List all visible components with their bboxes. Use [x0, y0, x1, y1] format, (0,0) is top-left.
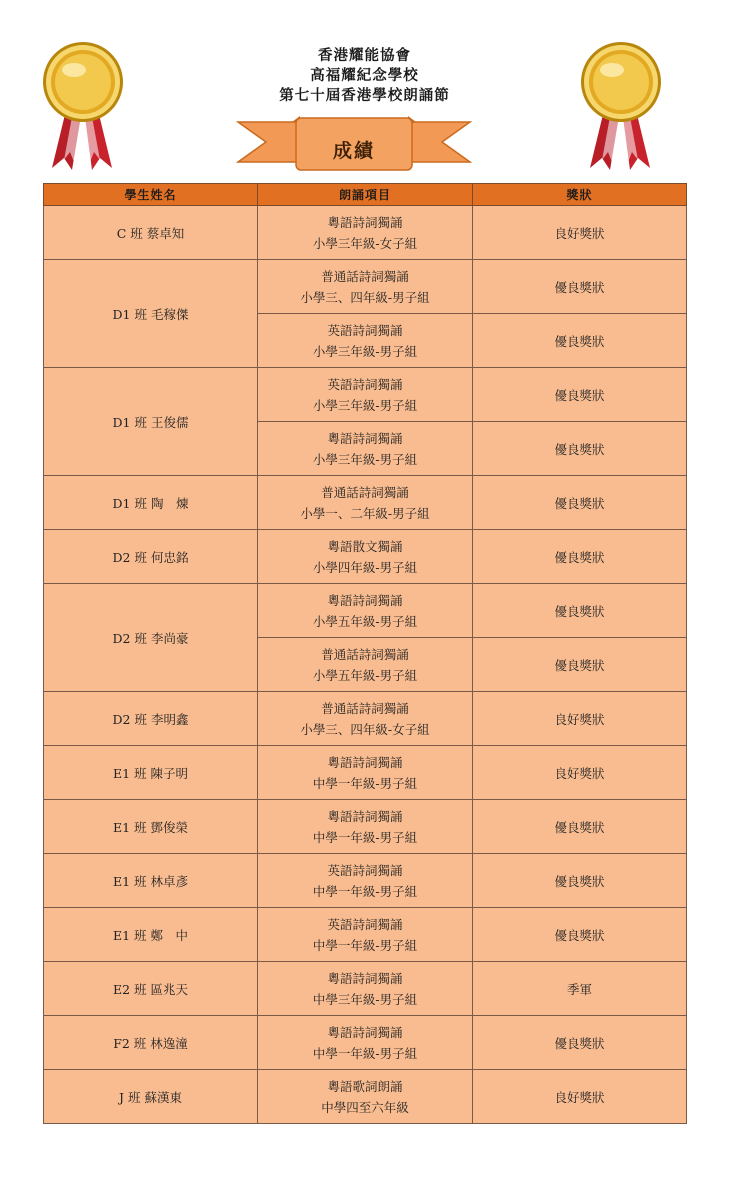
student-name: E1 班 鄧俊榮 — [44, 800, 258, 854]
results-banner — [236, 112, 472, 174]
table-row — [44, 746, 687, 800]
recitation-item: 普通話詩詞獨誦 小學五年級-男子組 — [258, 638, 473, 692]
school-name: 高福耀紀念學校 — [310, 67, 419, 84]
recitation-item: 粵語詩詞獨誦 中學一年級-男子組 — [258, 746, 473, 800]
recitation-item: 粵語詩詞獨誦 小學三年級-女子組 — [258, 206, 473, 260]
award: 優良獎狀 — [473, 1016, 687, 1070]
table-row — [44, 692, 687, 746]
student-name: J 班 蘇漢東 — [44, 1070, 258, 1124]
column-header-student: 學生姓名 — [44, 184, 258, 206]
student-name: D2 班 何忠銘 — [44, 530, 258, 584]
student-name: E1 班 鄭 中 — [44, 908, 258, 962]
table-header-row — [44, 184, 687, 206]
award: 優良獎狀 — [473, 854, 687, 908]
organization-name: 香港耀能協會 — [318, 47, 411, 64]
student-name: E1 班 林卓彥 — [44, 854, 258, 908]
table-row — [44, 260, 687, 314]
festival-name: 第七十屆香港學校朗誦節 — [279, 87, 450, 104]
table-row — [44, 368, 687, 422]
award: 優良獎狀 — [473, 908, 687, 962]
table-row — [44, 584, 687, 638]
award: 優良獎狀 — [473, 314, 687, 368]
recitation-item: 英語詩詞獨誦 中學一年級-男子組 — [258, 854, 473, 908]
column-header-item: 朗誦項目 — [258, 184, 473, 206]
recitation-item: 粵語歌詞朗誦 中學四至六年級 — [258, 1070, 473, 1124]
student-name: D1 班 陶 煉 — [44, 476, 258, 530]
award: 優良獎狀 — [473, 800, 687, 854]
award: 優良獎狀 — [473, 422, 687, 476]
table-row — [44, 800, 687, 854]
recitation-item: 英語詩詞獨誦 小學三年級-男子組 — [258, 368, 473, 422]
award: 優良獎狀 — [473, 584, 687, 638]
award: 季軍 — [473, 962, 687, 1016]
award: 優良獎狀 — [473, 476, 687, 530]
recitation-item: 粵語詩詞獨誦 中學一年級-男子組 — [258, 800, 473, 854]
student-name: D1 班 王俊儒 — [44, 368, 258, 476]
recitation-item: 普通話詩詞獨誦 小學一、二年級-男子組 — [258, 476, 473, 530]
recitation-item: 普通話詩詞獨誦 小學三、四年級-男子組 — [258, 260, 473, 314]
recitation-item: 普通話詩詞獨誦 小學三、四年級-女子組 — [258, 692, 473, 746]
student-name: D2 班 李尚豪 — [44, 584, 258, 692]
table-row — [44, 1070, 687, 1124]
student-name: D1 班 毛稼傑 — [44, 260, 258, 368]
student-name: D2 班 李明鑫 — [44, 692, 258, 746]
recitation-item: 英語詩詞獨誦 小學三年級-男子組 — [258, 314, 473, 368]
student-name: F2 班 林逸潼 — [44, 1016, 258, 1070]
table-row — [44, 476, 687, 530]
results-title: 成績 — [332, 140, 375, 162]
recitation-item: 粵語詩詞獨誦 中學一年級-男子組 — [258, 1016, 473, 1070]
table-row — [44, 1016, 687, 1070]
award: 良好獎狀 — [473, 1070, 687, 1124]
table-row — [44, 962, 687, 1016]
award: 良好獎狀 — [473, 206, 687, 260]
award: 優良獎狀 — [473, 368, 687, 422]
award: 良好獎狀 — [473, 692, 687, 746]
student-name: C 班 蔡卓知 — [44, 206, 258, 260]
recitation-item: 粵語詩詞獨誦 中學三年級-男子組 — [258, 962, 473, 1016]
column-header-award: 獎狀 — [473, 184, 687, 206]
table-row — [44, 530, 687, 584]
table-row — [44, 854, 687, 908]
table-row — [44, 908, 687, 962]
award: 優良獎狀 — [473, 530, 687, 584]
award: 良好獎狀 — [473, 746, 687, 800]
student-name: E1 班 陳子明 — [44, 746, 258, 800]
recitation-item: 英語詩詞獨誦 中學一年級-男子組 — [258, 908, 473, 962]
award: 優良獎狀 — [473, 638, 687, 692]
award: 優良獎狀 — [473, 260, 687, 314]
results-table — [43, 183, 687, 1124]
table-row — [44, 206, 687, 260]
document-header — [0, 46, 729, 106]
recitation-item: 粵語散文獨誦 小學四年級-男子組 — [258, 530, 473, 584]
student-name: E2 班 區兆天 — [44, 962, 258, 1016]
recitation-item: 粵語詩詞獨誦 小學三年級-男子組 — [258, 422, 473, 476]
recitation-item: 粵語詩詞獨誦 小學五年級-男子組 — [258, 584, 473, 638]
